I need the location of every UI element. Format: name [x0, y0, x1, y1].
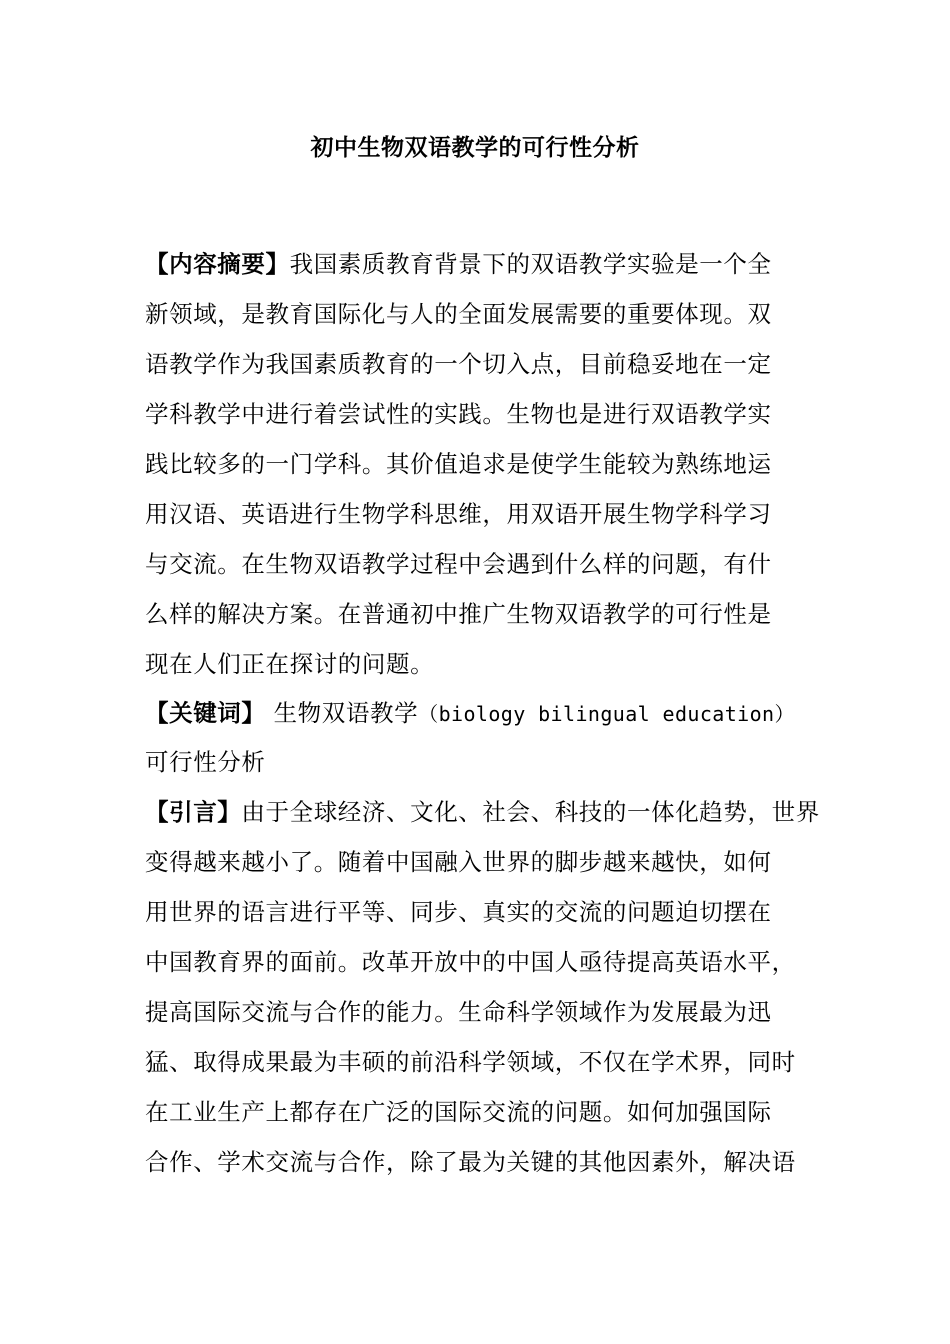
document-title: 初中生物双语教学的可行性分析: [310, 135, 640, 161]
intro-text: 由于全球经济、文化、社会、科技的一体化趋势，世界: [241, 798, 820, 826]
abstract-line-7: 与交流。在生物双语教学过程中会遇到什么样的问题，有什: [145, 550, 772, 578]
intro-line-6: 猛、取得成果最为丰硕的前沿科学领域，不仅在学术界，同时: [145, 1048, 796, 1076]
keywords-term: 生物双语教学: [273, 699, 419, 727]
intro-line-4: 中国教育界的面前。改革开放中的中国人亟待提高英语水平，: [145, 948, 796, 976]
keywords-english: （biology bilingual education）: [418, 702, 795, 726]
abstract-line-6: 用汉语、英语进行生物学科思维，用双语开展生物学科学习: [145, 500, 772, 528]
intro-line-7: 在工业生产上都存在广泛的国际交流的问题。如何加强国际: [145, 1098, 772, 1126]
keywords-label: 【关键词】: [145, 699, 266, 727]
intro-line-2: 变得越来越小了。随着中国融入世界的脚步越来越快，如何: [145, 848, 772, 876]
abstract-line-5: 践比较多的一门学科。其价值追求是使学生能较为熟练地运: [145, 450, 772, 478]
abstract-line-2: 新领域，是教育国际化与人的全面发展需要的重要体现。双: [145, 300, 772, 328]
abstract-label: 【内容摘要】: [145, 250, 290, 278]
intro-line-3: 用世界的语言进行平等、同步、真实的交流的问题迫切摆在: [145, 898, 772, 926]
intro-line-1: [145, 792, 825, 832]
abstract-text: 我国素质教育背景下的双语教学实验是一个全: [289, 250, 772, 278]
intro-label: 【引言】: [145, 798, 242, 826]
keywords-line-2: 可行性分析: [145, 748, 266, 776]
intro-line-8: 合作、学术交流与合作，除了最为关键的其他因素外，解决语: [145, 1148, 796, 1176]
keywords-line-1: [145, 693, 825, 733]
abstract-line-9: 现在人们正在探讨的问题。: [145, 650, 435, 678]
abstract-line-8: 么样的解决方案。在普通初中推广生物双语教学的可行性是: [145, 600, 772, 628]
intro-line-5: 提高国际交流与合作的能力。生命科学领域作为发展最为迅: [145, 998, 772, 1026]
abstract-line-3: 语教学作为我国素质教育的一个切入点，目前稳妥地在一定: [145, 350, 772, 378]
abstract-line-4: 学科教学中进行着尝试性的实践。生物也是进行双语教学实: [145, 400, 772, 428]
abstract-line-1: [145, 244, 825, 284]
